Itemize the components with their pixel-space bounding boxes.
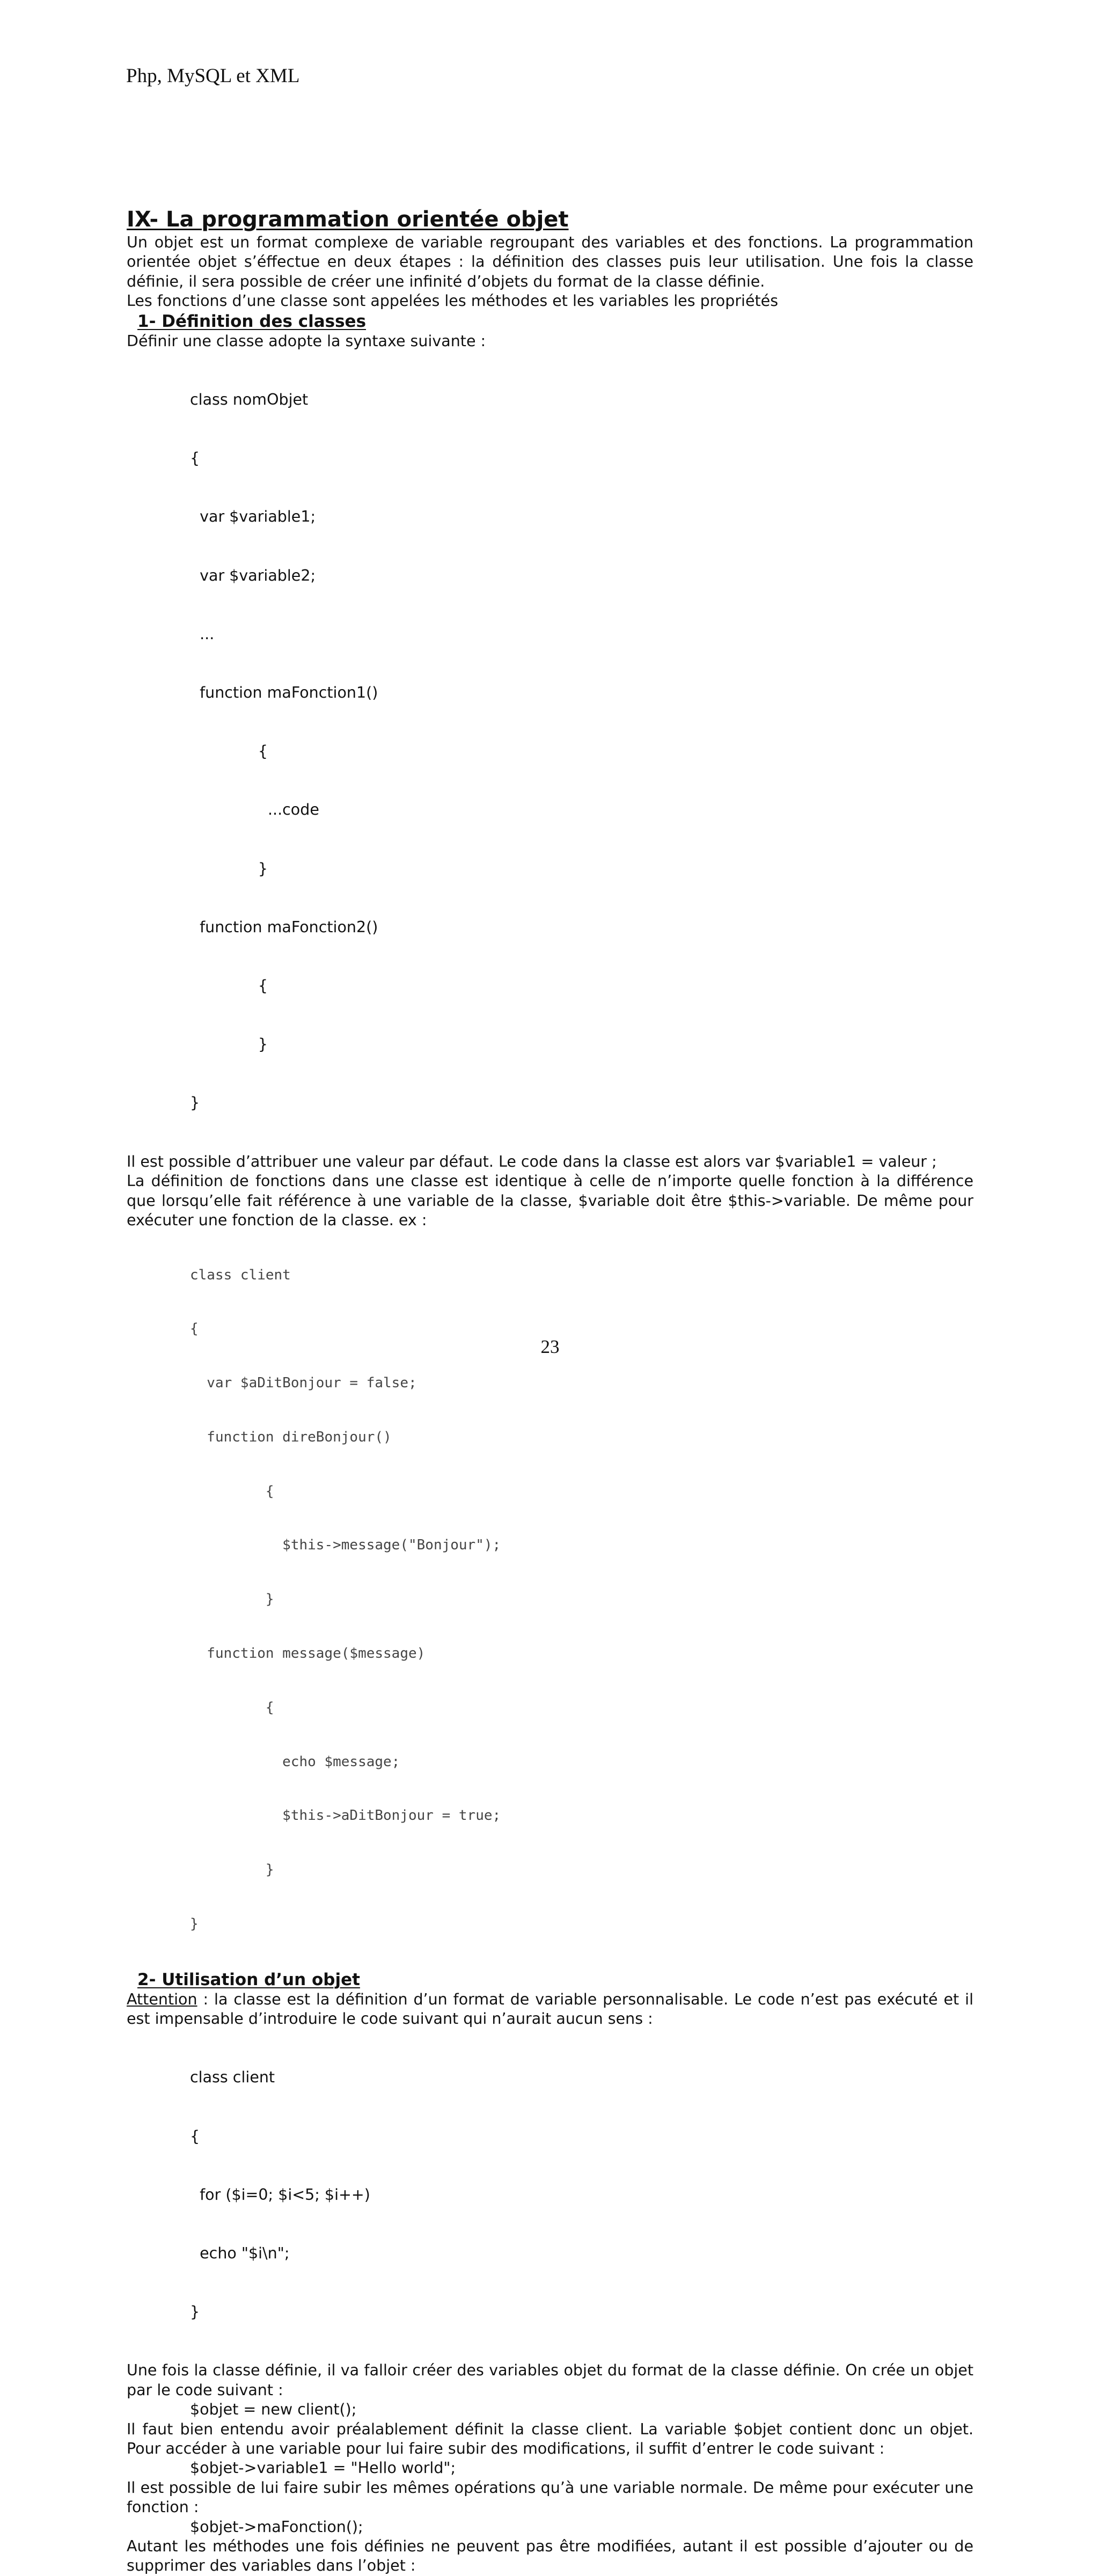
add-remove-variables-paragraph: Autant les méthodes une fois définies ne peuvent pas être modifiées, autant il est possible d’ajouter ou de supprimer des variables dans l’objet : <box>127 2537 973 2575</box>
code-line: } <box>190 1591 274 1608</box>
code-line: function maFonction2() <box>190 918 378 936</box>
code-line: class client <box>190 2068 275 2087</box>
function-definition-paragraph: La définition de fonctions dans une classe est identique à celle de n’importe quelle fonction à la différence que lorsqu’elle fait référence à une variable de la classe, $variable doit être $this->variable. De même pour exécuter une fonction de la classe. ex : <box>127 1172 973 1229</box>
operations-paragraph: Il est possible de lui faire subir les mêmes opérations qu’à une variable normale. De même pour exécuter une fonction : <box>127 2478 973 2516</box>
assign-variable-code-line: $objet->variable1 = "Hello world"; <box>190 2459 456 2477</box>
subsection-title-definition: 1- Définition des classes <box>137 311 367 331</box>
code-line: $this->aDitBonjour = true; <box>190 1807 501 1824</box>
code-line: } <box>190 859 268 877</box>
page-content <box>127 207 973 2576</box>
new-object-code-line: $objet = new client(); <box>190 2401 357 2419</box>
default-value-paragraph: Il est possible d’attribuer une valeur par défaut. Le code dans la classe est alors var $variable1 = valeur ; <box>127 1152 937 1170</box>
invalid-class-code-block <box>127 2029 973 2361</box>
section-title: IX- La programmation orientée objet <box>127 207 569 232</box>
code-line: class nomObjet <box>190 390 309 408</box>
code-line: } <box>190 1035 268 1053</box>
code-line: function message($message) <box>190 1645 426 1662</box>
code-line: var $aDitBonjour = false; <box>190 1375 417 1392</box>
code-line: { <box>190 977 268 995</box>
code-line: var $variable2; <box>190 566 316 584</box>
intro-paragraph-2: Les fonctions d’une classe sont appelées les méthodes et les variables les propriétés <box>127 292 779 310</box>
attention-paragraph <box>127 1990 973 2029</box>
attention-text: : la classe est la définition d’un format de variable personnalisable. Le code n’est pas exécuté et il est impensable d’introduire le code suivant qui n’aurait aucun sens : <box>127 1990 973 2028</box>
code-line: for ($i=0; $i<5; $i++) <box>190 2185 370 2204</box>
access-variable-paragraph: Il faut bien entendu avoir préalablement définit la classe client. La variable $objet contient donc un objet. Pour accéder à une variable pour lui faire subir des modifications, il suffit d’entrer le code suivant : <box>127 2420 973 2457</box>
page-number: 23 <box>540 1336 560 1357</box>
code-line: class client <box>190 1267 291 1283</box>
code-line: echo $message; <box>190 1753 400 1770</box>
create-object-paragraph: Une fois la classe définie, il va falloir créer des variables objet du format de la classe définie. On crée un objet par le code suivant : <box>127 2361 973 2399</box>
code-line: } <box>190 1094 200 1112</box>
code-line: echo "$i\n"; <box>190 2244 290 2262</box>
code-line: ... <box>190 625 215 643</box>
code-line: } <box>190 2303 200 2321</box>
call-method-code-line: $objet->maFonction(); <box>190 2518 363 2536</box>
code-line: function maFonction1() <box>190 683 378 701</box>
subsection-title-usage: 2- Utilisation d’un objet <box>137 1970 360 1989</box>
code-line: } <box>190 1862 274 1878</box>
class-syntax-code-block <box>127 351 973 1152</box>
intro-paragraph: Un objet est un format complexe de variable regroupant des variables et des fonctions. La programmation orientée objet s’éffectue en deux étapes : la définition des classes puis leur utilisation. Une fois la classe définie, il sera possible de créer une infinité d’objets du format de la classe définie. <box>127 233 973 290</box>
running-header: Php, MySQL et XML <box>126 65 300 87</box>
code-line: { <box>190 449 200 467</box>
code-line: var $variable1; <box>190 508 316 526</box>
code-line: function direBonjour() <box>190 1429 392 1445</box>
code-line: { <box>190 1321 199 1337</box>
code-line: { <box>190 1483 274 1499</box>
definition-intro: Définir une classe adopte la syntaxe suivante : <box>127 332 486 350</box>
code-line: $this->message("Bonjour"); <box>190 1537 501 1554</box>
code-line: { <box>190 2127 200 2145</box>
code-line: { <box>190 1699 274 1716</box>
code-line: { <box>190 742 268 760</box>
code-line: } <box>190 1915 199 1932</box>
code-line: ...code <box>190 801 319 819</box>
attention-label: Attention <box>127 1990 197 2008</box>
